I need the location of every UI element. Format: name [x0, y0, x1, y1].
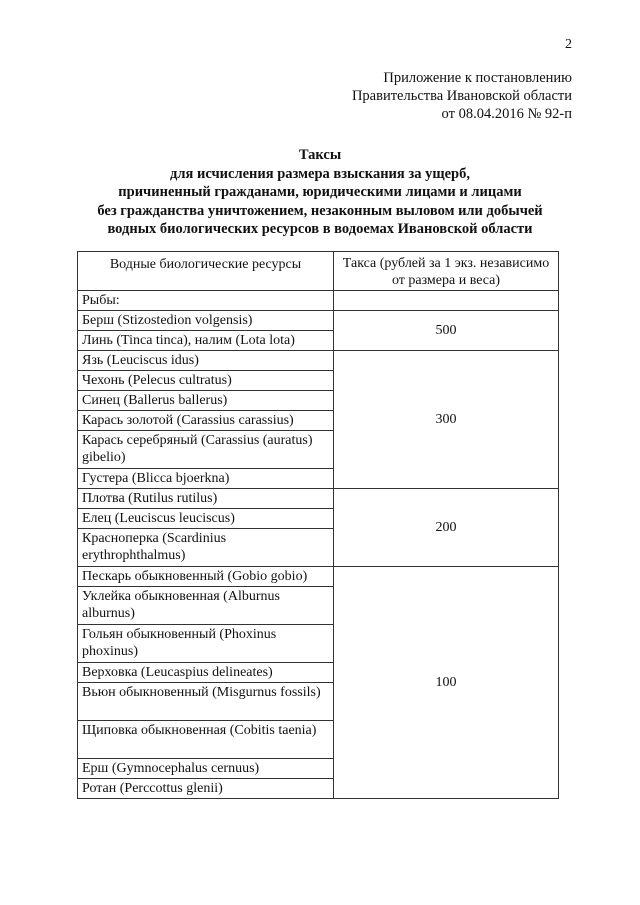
species-name: Чехонь (Pelecus cultratus) — [78, 371, 334, 391]
table-row — [78, 489, 559, 509]
table-header-row — [78, 252, 559, 291]
appendix-line-3: от 08.04.2016 № 92-п — [441, 106, 572, 122]
species-name: Верховка (Leucaspius delineates) — [78, 663, 334, 683]
species-name: Берш (Stizostedion volgensis) — [78, 311, 334, 331]
species-name: Щиповка обыкновенная (Cobitis taenia) — [78, 721, 334, 759]
species-name: Плотва (Rutilus rutilus) — [78, 489, 334, 509]
species-name: Густера (Blicca bjoerkna) — [78, 469, 334, 489]
document-title — [0, 146, 640, 239]
table-row — [78, 291, 559, 311]
page-number: 2 — [565, 37, 572, 52]
title-main: Таксы — [298, 147, 342, 163]
species-name: Синец (Ballerus ballerus) — [78, 391, 334, 411]
table-row — [78, 311, 559, 331]
species-name: Гольян обыкновенный (Phoxinus phoxinus) — [78, 625, 334, 663]
rate-cell: 200 — [334, 489, 559, 567]
rate-cell: 100 — [334, 567, 559, 799]
species-name: Вьюн обыкновенный (Misgurnus fossils) — [78, 683, 334, 721]
column-header-resources: Водные биологические ресурсы — [78, 252, 334, 291]
title-line-4: водных биологических ресурсов в водоемах Ивановской области — [107, 221, 533, 237]
species-name: Карась золотой (Carassius carassius) — [78, 411, 334, 431]
species-name: Уклейка обыкновенная (Alburnus alburnus) — [78, 587, 334, 625]
column-header-rate: Такса (рублей за 1 экз. независимо от размера и веса) — [334, 252, 559, 291]
species-name: Язь (Leuciscus idus) — [78, 351, 334, 371]
table-row — [78, 567, 559, 587]
species-name: Карась серебряный (Carassius (auratus) gibelio) — [78, 431, 334, 469]
empty-cell — [334, 291, 559, 311]
species-name: Ерш (Gymnocephalus cernuus) — [78, 759, 334, 779]
species-name: Линь (Tinca tinca), налим (Lota lota) — [78, 331, 334, 351]
appendix-line-1: Приложение к постановлению — [383, 70, 572, 86]
rate-cell: 500 — [334, 311, 559, 351]
species-name: Красноперка (Scardinius erythrophthalmus) — [78, 529, 334, 567]
group-label-fish: Рыбы: — [78, 291, 334, 311]
table-row — [78, 351, 559, 371]
rate-cell: 300 — [334, 351, 559, 489]
appendix-reference — [352, 69, 572, 123]
title-line-1: для исчисления размера взыскания за ущерб, — [170, 165, 470, 182]
tax-table — [77, 251, 559, 799]
species-name: Елец (Leuciscus leuciscus) — [78, 509, 334, 529]
appendix-line-2: Правительства Ивановской области — [351, 88, 572, 104]
species-name: Ротан (Perccottus glenii) — [78, 779, 334, 799]
species-name: Пескарь обыкновенный (Gobio gobio) — [78, 567, 334, 587]
title-line-2: причиненный гражданами, юридическими лицами и лицами — [118, 184, 522, 200]
title-line-3: без гражданства уничтожением, незаконным выловом или добычей — [97, 202, 543, 219]
